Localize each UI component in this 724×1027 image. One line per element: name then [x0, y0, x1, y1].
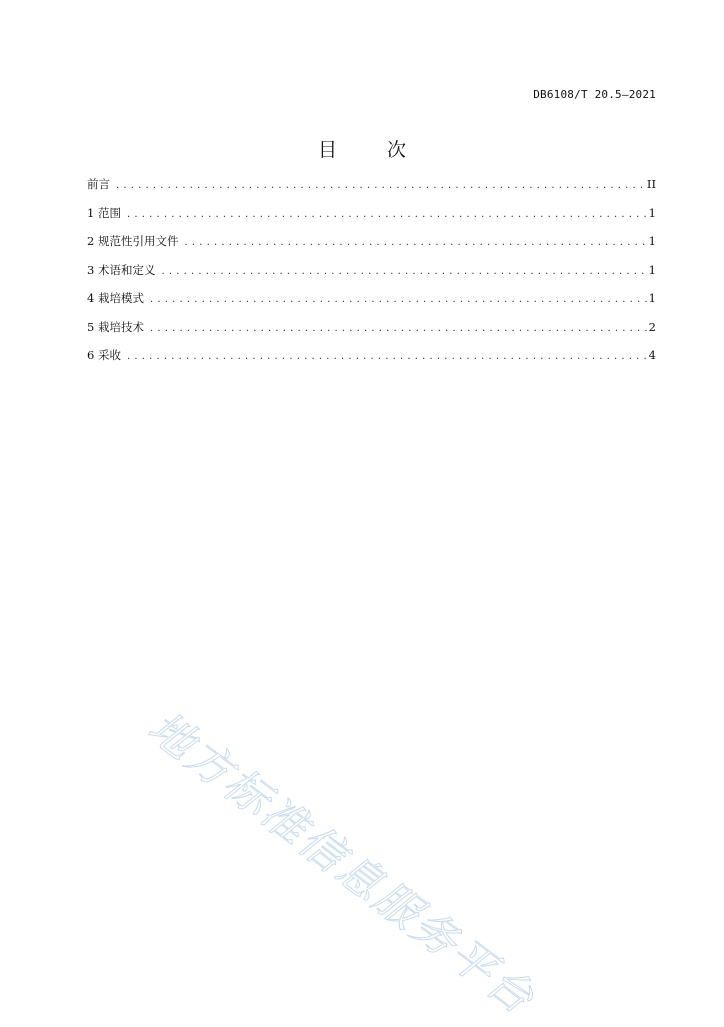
toc-entry-label: 5 栽培技术: [87, 319, 144, 334]
toc-entry-page: 2: [648, 319, 656, 334]
toc-dot-leader: [127, 351, 648, 362]
toc-dot-leader: [127, 209, 648, 220]
toc-entry-label: 2 规范性引用文件: [87, 234, 179, 248]
toc-entry-terms-definitions[interactable]: [87, 262, 656, 291]
toc-entry-page: 1: [648, 205, 656, 220]
toc-dot-leader: [161, 266, 647, 277]
toc-entry-foreword[interactable]: [87, 176, 656, 205]
toc-dot-leader: [150, 294, 648, 305]
watermark: 地方标准信息服务平台: [138, 701, 545, 1026]
toc-entry-page: 1: [648, 291, 656, 305]
toc-entry-scope[interactable]: [87, 205, 656, 234]
toc-entry-label: 4 栽培模式: [87, 291, 144, 305]
document-code: DB6108/T 20.5—2021: [533, 88, 656, 101]
toc-dot-leader: [184, 237, 647, 248]
toc-entry-page: 1: [648, 234, 656, 248]
toc-entry-label: 前言: [87, 177, 110, 191]
table-of-contents: [87, 176, 656, 376]
toc-entry-page: 4: [648, 348, 656, 362]
toc-entry-normative-references[interactable]: [87, 233, 656, 262]
toc-entry-harvest[interactable]: [87, 347, 656, 376]
toc-dot-leader: [150, 323, 648, 334]
toc-entry-label: 1 范围: [87, 205, 121, 220]
toc-entry-label: 3 术语和定义: [87, 262, 156, 277]
toc-entry-page: II: [646, 177, 656, 191]
toc-entry-cultivation-mode[interactable]: [87, 290, 656, 319]
toc-dot-leader: [116, 180, 646, 191]
toc-entry-page: 1: [648, 262, 656, 277]
toc-entry-cultivation-technique[interactable]: [87, 319, 656, 348]
toc-entry-label: 6 采收: [87, 348, 121, 362]
toc-title: 目 次: [317, 139, 429, 161]
